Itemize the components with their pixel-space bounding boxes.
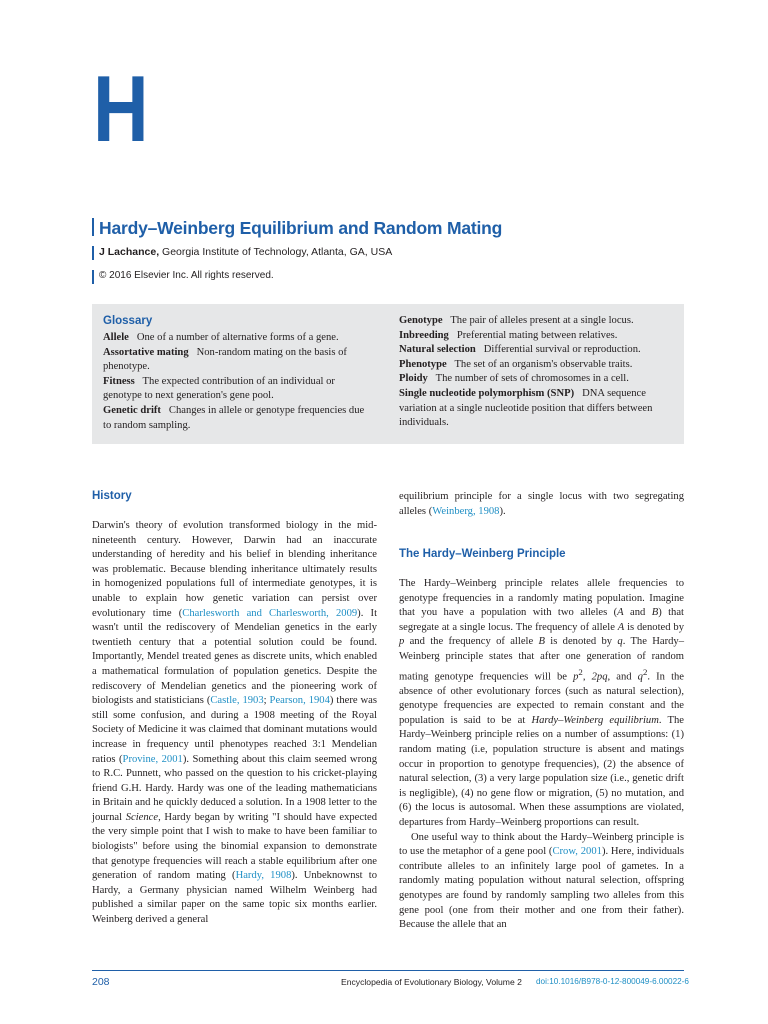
citation-link[interactable]: Charlesworth and Charlesworth, 2009 xyxy=(182,607,358,619)
copyright: © 2016 Elsevier Inc. All rights reserved. xyxy=(99,270,274,281)
history-continued xyxy=(399,490,684,519)
history-heading: History xyxy=(92,490,132,502)
author-line xyxy=(99,246,392,258)
hw-principle-body xyxy=(399,577,684,933)
citation-link[interactable]: Provine, 2001 xyxy=(122,753,183,765)
journal-name: Encyclopedia of Evolutionary Biology, Volume 2 xyxy=(341,977,522,987)
doi-link[interactable]: doi:10.1016/B978-0-12-800049-6.00022-6 xyxy=(536,977,689,986)
glossary-item: Genetic drift Changes in allele or genotype frequencies due to random sampling. xyxy=(103,404,365,431)
copyright-bar xyxy=(92,270,94,284)
glossary-right xyxy=(399,314,674,431)
hw-paragraph: The Hardy–Weinberg principle relates allele frequencies to genotype frequencies in a randomly mating population. Imagine that you have a population with two alleles (A and B) that segregate at a single locus. The frequency of allele A is denoted by p and the frequency of allele B is denoted by q. The Hardy–Weinberg principle states that after one generation of random mating genotype frequencies will be $p^2$, 2pq, and $q^2$. In the absence of other evolutionary forces (such as natural selection), genotype frequencies are expected to remain constant and the population is said to be at Hardy–Weinberg equilibrium. The Hardy–Weinberg principle relies on a number of assumptions: (1) random mating (i.e, population structure is absent and matings occur in proportion to genotype frequencies), (2) the absence of natural selection, (3) a very large population size (i.e., genetic drift is negligible), (4) no gene flow or migration, (5) no mutation, and (6) the locus is autosomal. When these assumptions are violated, departures from Hardy–Weinberg proportions can result. xyxy=(399,578,685,829)
glossary-item: Fitness The expected contribution of an individual or genotype to next generation's gene pool. xyxy=(103,375,335,402)
author-bar xyxy=(92,246,94,260)
author-affiliation: Georgia Institute of Technology, Atlanta, GA, USA xyxy=(159,246,393,258)
glossary-item: Single nucleotide polymorphism (SNP) DNA sequence variation at a single nucleotide position that differs between individuals. xyxy=(399,387,653,429)
section-letter: H xyxy=(93,56,149,161)
page-number: 208 xyxy=(92,976,110,988)
citation-link[interactable]: Weinberg, 1908 xyxy=(432,505,500,517)
article-title: Hardy–Weinberg Equilibrium and Random Mating xyxy=(99,218,503,238)
hw-principle-heading: The Hardy–Weinberg Principle xyxy=(399,548,566,560)
footer-rule xyxy=(92,970,684,971)
title-bar xyxy=(92,218,94,236)
hw-paragraph: One useful way to think about the Hardy–Weinberg principle is to use the metaphor of a gene pool (Crow, 2001). Here, individuals contribute alleles to an infinitely large pool of gametes. In a randomly mating population without natural selection, offspring genotypes are found by randomly sampling two alleles from this gene pool (one from their mother and one from their father). Because the allele that an xyxy=(399,831,684,931)
citation-link[interactable]: Pearson, 1904 xyxy=(269,695,330,707)
glossary-item: Phenotype The set of an organism's observable traits. xyxy=(399,358,633,370)
history-paragraph: equilibrium principle for a single locus with two segregating alleles (Weinberg, 1908). xyxy=(399,491,684,517)
glossary-item: Inbreeding Preferential mating between relatives. xyxy=(399,329,618,341)
citation-link[interactable]: Crow, 2001 xyxy=(552,846,602,858)
glossary-item: Genotype The pair of alleles present at a single locus. xyxy=(399,315,634,326)
glossary-item: Natural selection Differential survival or reproduction. xyxy=(399,344,641,356)
glossary-item: Assortative mating Non-random mating on the basis of phenotype. xyxy=(103,346,347,373)
glossary-heading: Glossary xyxy=(103,315,153,327)
history-body xyxy=(92,519,377,928)
author-name: J Lachance, xyxy=(99,246,160,258)
glossary-item: Allele One of a number of alternative forms of a gene. xyxy=(103,332,339,343)
history-paragraph: Darwin's theory of evolution transformed biology in the mid-nineteenth century. However, Darwin had an inaccurate understanding of heredity and his belief in blending inheritance was problematic. Because blending inheritance ultimately results in homogenized populations full of intermediate genotypes, it is unable to explain how genetic variation can persist over evolutionary time (Charlesworth and Charlesworth, 2009). It wasn't until the rediscovery of Mendelian genetics in the early twentieth century that a potential solution could be found. Importantly, Mendel treated genes as discrete units, which enabled a mathematical formulation of population genetics. Despite the rediscovery of Mendelian genetics and the pioneering work of biologists and statisticians (Castle, 1903; Pearson, 1904) there was still some confusion, and during a 1908 meeting of the Royal Society of Medicine it was claimed that dominant mutations would increase in frequency until phenotypes reached 3:1 Mendelian ratios (Provine, 2001). Something about this claim seemed wrong to R.C. Punnett, who passed on the question to his cricket-playing friend G.H. Hardy. Hardy was one of the leading mathematicians in Britain and he quickly deduced a solution. In a 1908 letter to the journal Science, Hardy began by writing "I should have expected the very simple point that I wish to make to have been familiar to biologists" before using the binomial expansion to demonstrate that genotype frequencies will reach a stable equilibrium after one generation of random mating (Hardy, 1908). Unbeknownst to Hardy, a Germany physician named Wilhelm Weinberg had published a similar paper on the same topic six months earlier. Weinberg derived a general xyxy=(92,520,378,926)
glossary-left xyxy=(103,331,373,433)
glossary-item: Ploidy The number of sets of chromosomes in a cell. xyxy=(399,373,629,385)
citation-link[interactable]: Castle, 1903 xyxy=(210,695,264,707)
citation-link[interactable]: Hardy, 1908 xyxy=(235,870,292,882)
